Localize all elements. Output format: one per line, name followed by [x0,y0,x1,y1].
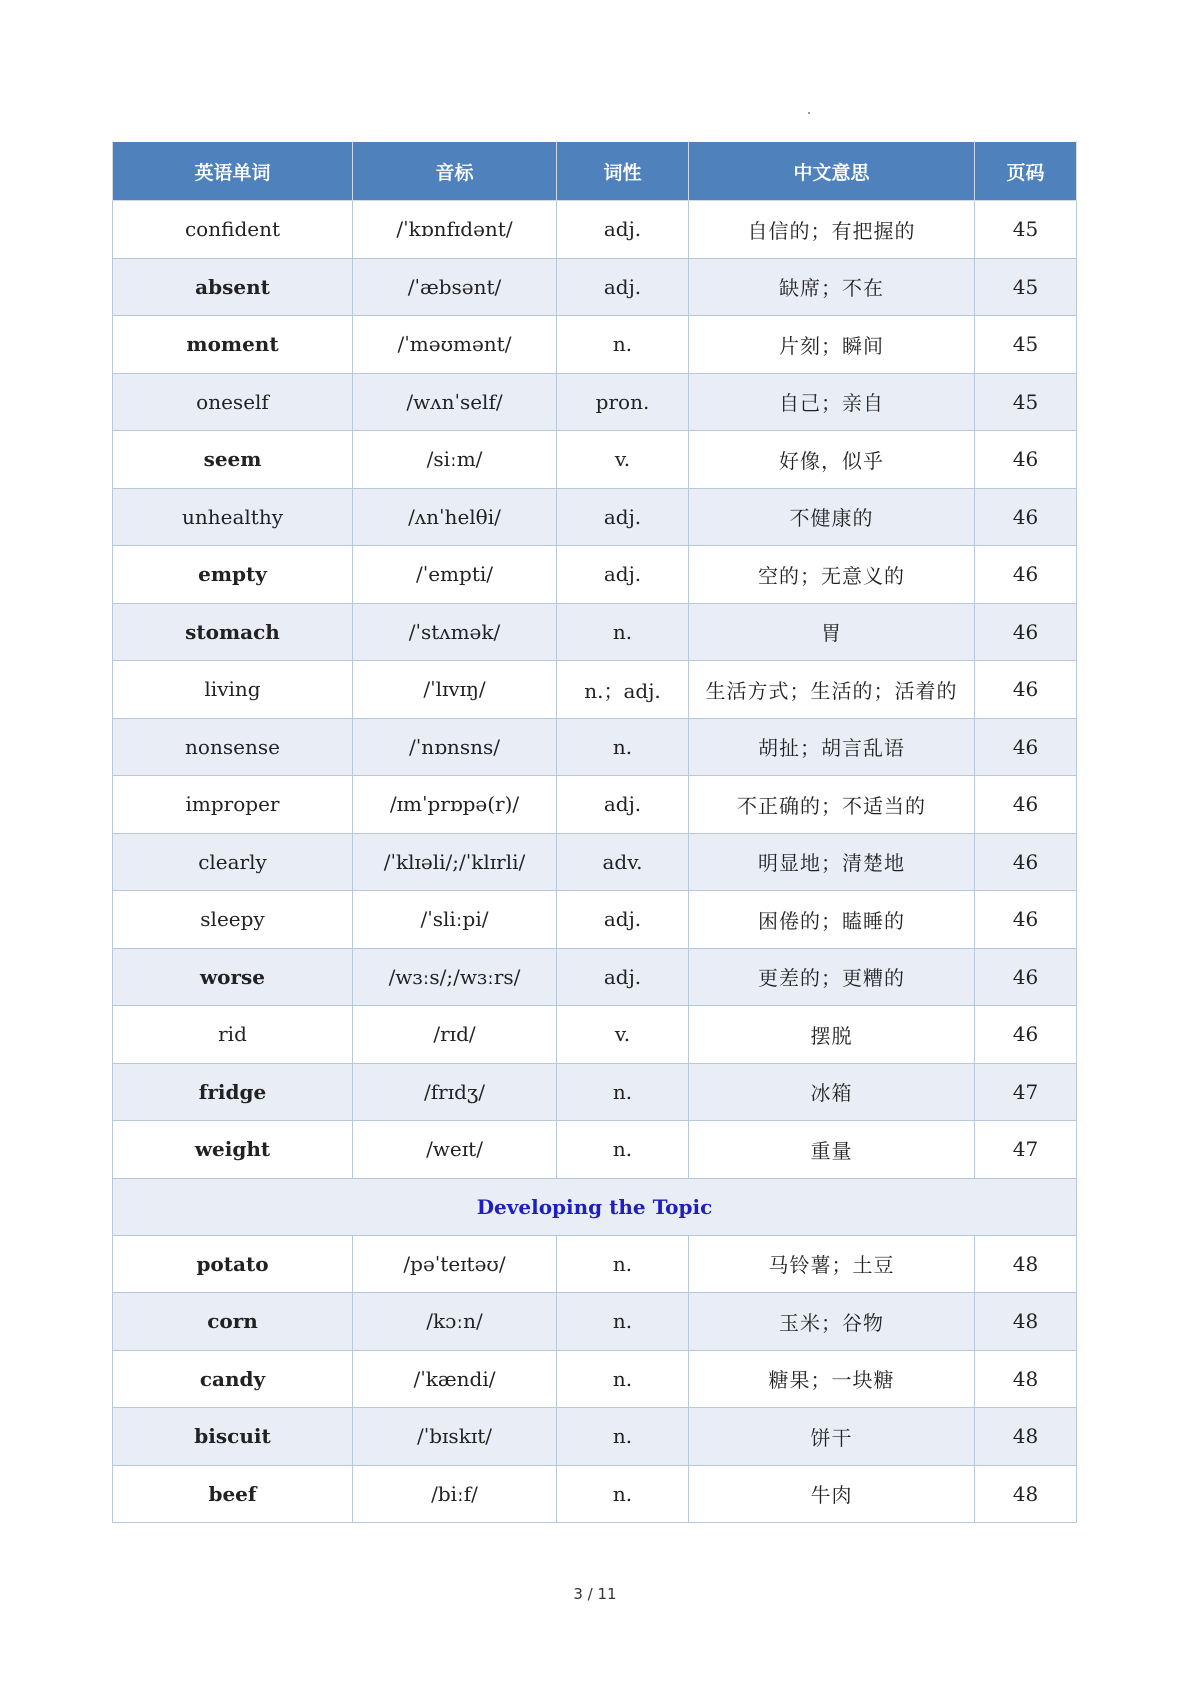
table-header [113,142,1077,201]
stray-dot [808,112,810,114]
phonetic-cell: /ˈnɒnsns/ [353,718,557,776]
phonetic-cell: /ˈkændi/ [353,1350,557,1408]
word-cell: improper [113,776,353,834]
part-of-speech-cell: adj. [557,546,689,604]
page-number-cell: 46 [975,661,1077,719]
phonetic-cell: /pəˈteɪtəʊ/ [353,1235,557,1293]
part-of-speech-cell: adj. [557,948,689,1006]
part-of-speech-cell: n. [557,1350,689,1408]
chinese-meaning-cell: 空的；无意义的 [689,546,975,604]
part-of-speech-cell: adj. [557,488,689,546]
table-row [113,776,1077,834]
chinese-meaning-cell: 马铃薯；土豆 [689,1235,975,1293]
chinese-meaning-cell: 摆脱 [689,1006,975,1064]
part-of-speech-cell: adj. [557,258,689,316]
table-row [113,1350,1077,1408]
chinese-meaning-cell: 不正确的；不适当的 [689,776,975,834]
header-chinese-meaning: 中文意思 [689,142,975,201]
part-of-speech-cell: n. [557,1235,689,1293]
table-row [113,948,1077,1006]
word-cell: seem [113,431,353,489]
table-row [113,258,1077,316]
phonetic-cell: /siːm/ [353,431,557,489]
table-row [113,431,1077,489]
word-cell: candy [113,1350,353,1408]
page-number-cell: 45 [975,201,1077,259]
phonetic-cell: /ˈkɒnfɪdənt/ [353,201,557,259]
phonetic-cell: /biːf/ [353,1465,557,1523]
table-row [113,1006,1077,1064]
page-number-cell: 46 [975,718,1077,776]
page-number-cell: 46 [975,833,1077,891]
table-row [113,1235,1077,1293]
header-part-of-speech: 词性 [557,142,689,201]
chinese-meaning-cell: 自己；亲自 [689,373,975,431]
word-cell: potato [113,1235,353,1293]
table-row [113,1465,1077,1523]
part-of-speech-cell: n. [557,1293,689,1351]
page-number-cell: 48 [975,1235,1077,1293]
header-phonetic: 音标 [353,142,557,201]
chinese-meaning-cell: 缺席；不在 [689,258,975,316]
word-cell: nonsense [113,718,353,776]
word-cell: absent [113,258,353,316]
phonetic-cell: /ˈstʌmək/ [353,603,557,661]
chinese-meaning-cell: 更差的；更糟的 [689,948,975,1006]
table-row [113,833,1077,891]
part-of-speech-cell: adj. [557,891,689,949]
chinese-meaning-cell: 饼干 [689,1408,975,1466]
phonetic-cell: /ˈlɪvɪŋ/ [353,661,557,719]
phonetic-cell: /frɪdʒ/ [353,1063,557,1121]
part-of-speech-cell: n. [557,1408,689,1466]
phonetic-cell: /ˈæbsənt/ [353,258,557,316]
part-of-speech-cell: n. [557,1121,689,1179]
word-cell: clearly [113,833,353,891]
page-footer: 3 / 11 [573,1585,617,1603]
word-cell: living [113,661,353,719]
part-of-speech-cell: n.；adj. [557,661,689,719]
chinese-meaning-cell: 明显地；清楚地 [689,833,975,891]
page-number-cell: 45 [975,316,1077,374]
table-row [113,546,1077,604]
word-cell: stomach [113,603,353,661]
phonetic-cell: /ˈsliːpi/ [353,891,557,949]
phonetic-cell: /wɜːs/;/wɜːrs/ [353,948,557,1006]
page-number-cell: 48 [975,1293,1077,1351]
table-row [113,603,1077,661]
table-row [113,891,1077,949]
phonetic-cell: /ˈbɪskɪt/ [353,1408,557,1466]
page-number-cell: 46 [975,546,1077,604]
word-cell: fridge [113,1063,353,1121]
page-number-cell: 46 [975,1006,1077,1064]
chinese-meaning-cell: 冰箱 [689,1063,975,1121]
chinese-meaning-cell: 胃 [689,603,975,661]
chinese-meaning-cell: 生活方式；生活的；活着的 [689,661,975,719]
word-cell: weight [113,1121,353,1179]
word-cell: unhealthy [113,488,353,546]
table-row [113,201,1077,259]
table-body [113,201,1077,1523]
header-english-word: 英语单词 [113,142,353,201]
chinese-meaning-cell: 玉米；谷物 [689,1293,975,1351]
table-row [113,1408,1077,1466]
word-cell: moment [113,316,353,374]
chinese-meaning-cell: 自信的；有把握的 [689,201,975,259]
part-of-speech-cell: n. [557,718,689,776]
page-number-cell: 46 [975,776,1077,834]
phonetic-cell: /weɪt/ [353,1121,557,1179]
phonetic-cell: /ˈempti/ [353,546,557,604]
chinese-meaning-cell: 胡扯；胡言乱语 [689,718,975,776]
chinese-meaning-cell: 困倦的；瞌睡的 [689,891,975,949]
part-of-speech-cell: v. [557,431,689,489]
page-number-cell: 47 [975,1063,1077,1121]
word-cell: biscuit [113,1408,353,1466]
part-of-speech-cell: n. [557,1063,689,1121]
phonetic-cell: /ɪmˈprɒpə(r)/ [353,776,557,834]
part-of-speech-cell: n. [557,316,689,374]
page-number-cell: 45 [975,258,1077,316]
phonetic-cell: /rɪd/ [353,1006,557,1064]
phonetic-cell: /ˈməʊmənt/ [353,316,557,374]
table-row [113,373,1077,431]
table-row [113,316,1077,374]
page-number-cell: 48 [975,1350,1077,1408]
table-row [113,1293,1077,1351]
vocabulary-table [112,141,1077,1523]
phonetic-cell: /kɔːn/ [353,1293,557,1351]
part-of-speech-cell: v. [557,1006,689,1064]
page-number-cell: 48 [975,1408,1077,1466]
part-of-speech-cell: adj. [557,201,689,259]
chinese-meaning-cell: 片刻；瞬间 [689,316,975,374]
page-number-cell: 45 [975,373,1077,431]
word-cell: beef [113,1465,353,1523]
chinese-meaning-cell: 重量 [689,1121,975,1179]
table-row [113,488,1077,546]
part-of-speech-cell: n. [557,1465,689,1523]
header-page-number: 页码 [975,142,1077,201]
page-number-cell: 46 [975,948,1077,1006]
part-of-speech-cell: pron. [557,373,689,431]
phonetic-cell: /ˈklɪəli/;/ˈklɪrli/ [353,833,557,891]
page-number-cell: 48 [975,1465,1077,1523]
part-of-speech-cell: n. [557,603,689,661]
section-row [113,1178,1077,1235]
table-row [113,718,1077,776]
page-number-cell: 46 [975,891,1077,949]
part-of-speech-cell: adv. [557,833,689,891]
chinese-meaning-cell: 好像，似乎 [689,431,975,489]
word-cell: sleepy [113,891,353,949]
word-cell: worse [113,948,353,1006]
table-row [113,1121,1077,1179]
chinese-meaning-cell: 牛肉 [689,1465,975,1523]
page-number-cell: 46 [975,431,1077,489]
phonetic-cell: /ʌnˈhelθi/ [353,488,557,546]
page-number-cell: 46 [975,603,1077,661]
page-number-cell: 47 [975,1121,1077,1179]
table-row [113,661,1077,719]
word-cell: confident [113,201,353,259]
chinese-meaning-cell: 糖果；一块糖 [689,1350,975,1408]
word-cell: oneself [113,373,353,431]
part-of-speech-cell: adj. [557,776,689,834]
word-cell: rid [113,1006,353,1064]
table-row [113,1063,1077,1121]
chinese-meaning-cell: 不健康的 [689,488,975,546]
phonetic-cell: /wʌnˈself/ [353,373,557,431]
page-number-cell: 46 [975,488,1077,546]
word-cell: corn [113,1293,353,1351]
section-title: Developing the Topic [113,1178,1077,1235]
word-cell: empty [113,546,353,604]
